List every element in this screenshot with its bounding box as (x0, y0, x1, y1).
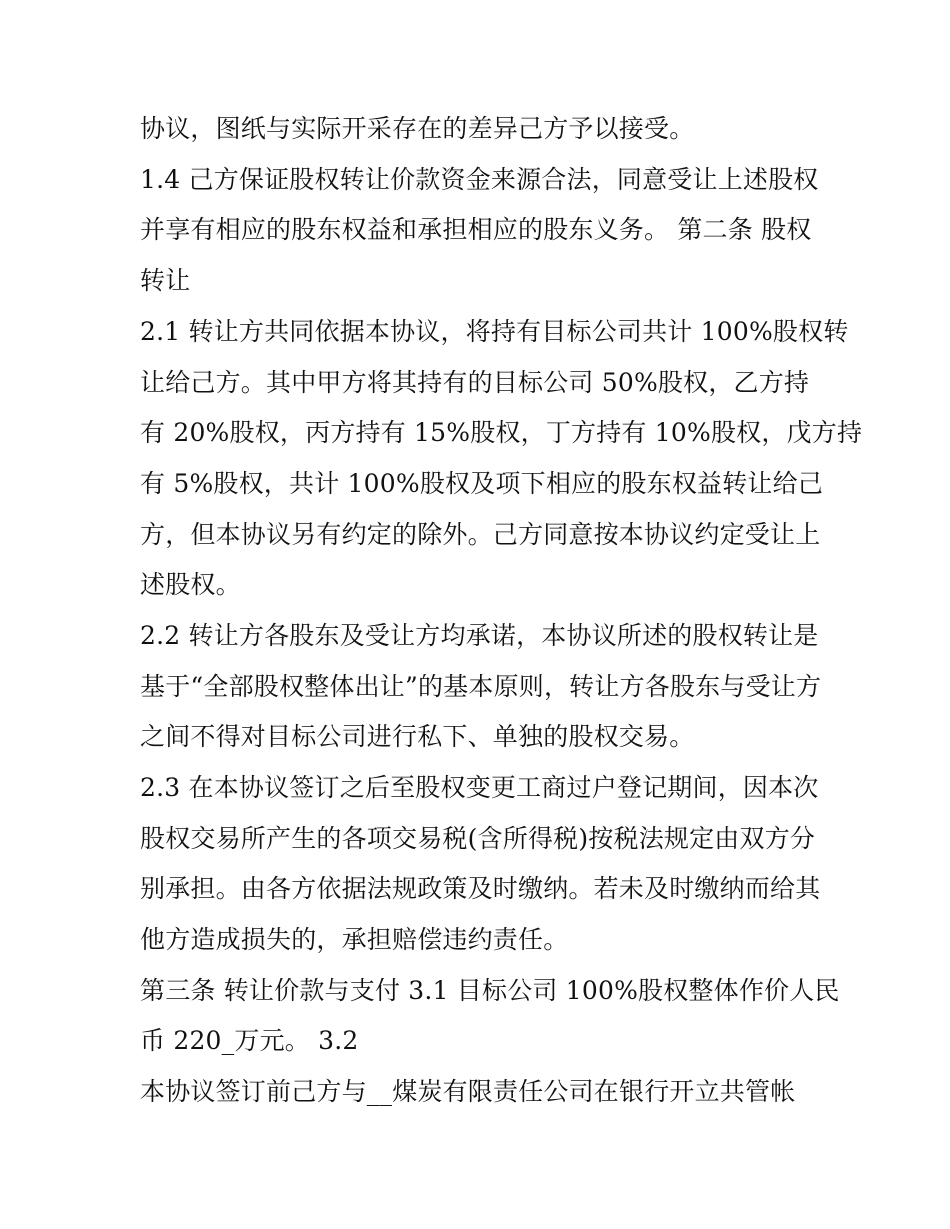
text-line: 2.1 转让方共同依据本协议，将持有目标公司共计 100%股权转 (140, 317, 849, 346)
text-line: 股权交易所产生的各项交易税(含所得税)按税法规定由双方分 (140, 824, 816, 853)
text-line: 转让 (140, 266, 191, 295)
text-line: 有 20%股权，丙方持有 15%股权，丁方持有 10%股权，戊方持 (140, 418, 863, 447)
text-line: 协议，图纸与实际开采存在的差异己方予以接受。 (140, 114, 695, 143)
text-line: 有 5%股权，共计 100%股权及项下相应的股东权益转让给己 (140, 469, 824, 498)
text-line: 1.4 己方保证股权转让价款资金来源合法，同意受让上述股权 (140, 165, 819, 194)
text-line: 基于“全部股权整体出让”的基本原则，转让方各股东与受让方 (140, 672, 822, 701)
text-line: 2.3 在本协议签订之后至股权变更工商过户登记期间，因本次 (140, 773, 819, 802)
text-line: 本协议签订前己方与__煤炭有限责任公司在银行开立共管帐 (140, 1077, 796, 1106)
text-line: 并享有相应的股东权益和承担相应的股东义务。 第二条 股权 (140, 215, 812, 244)
text-line: 之间不得对目标公司进行私下、单独的股权交易。 (140, 722, 695, 751)
text-line: 第三条 转让价款与支付 3.1 目标公司 100%股权整体作价人民 (140, 976, 840, 1005)
text-line: 让给己方。其中甲方将其持有的目标公司 50%股权，乙方持 (140, 368, 810, 397)
text-line: 别承担。由各方依据法规政策及时缴纳。若未及时缴纳而给其 (140, 874, 821, 903)
text-line: 币 220_万元。 3.2 (140, 1026, 359, 1055)
text-line: 2.2 转让方各股东及受让方均承诺，本协议所述的股权转让是 (140, 621, 819, 650)
text-line: 述股权。 (140, 570, 241, 599)
text-line: 方，但本协议另有约定的除外。己方同意按本协议约定受让上 (140, 520, 821, 549)
text-line: 他方造成损失的，承担赔偿违约责任。 (140, 925, 569, 954)
